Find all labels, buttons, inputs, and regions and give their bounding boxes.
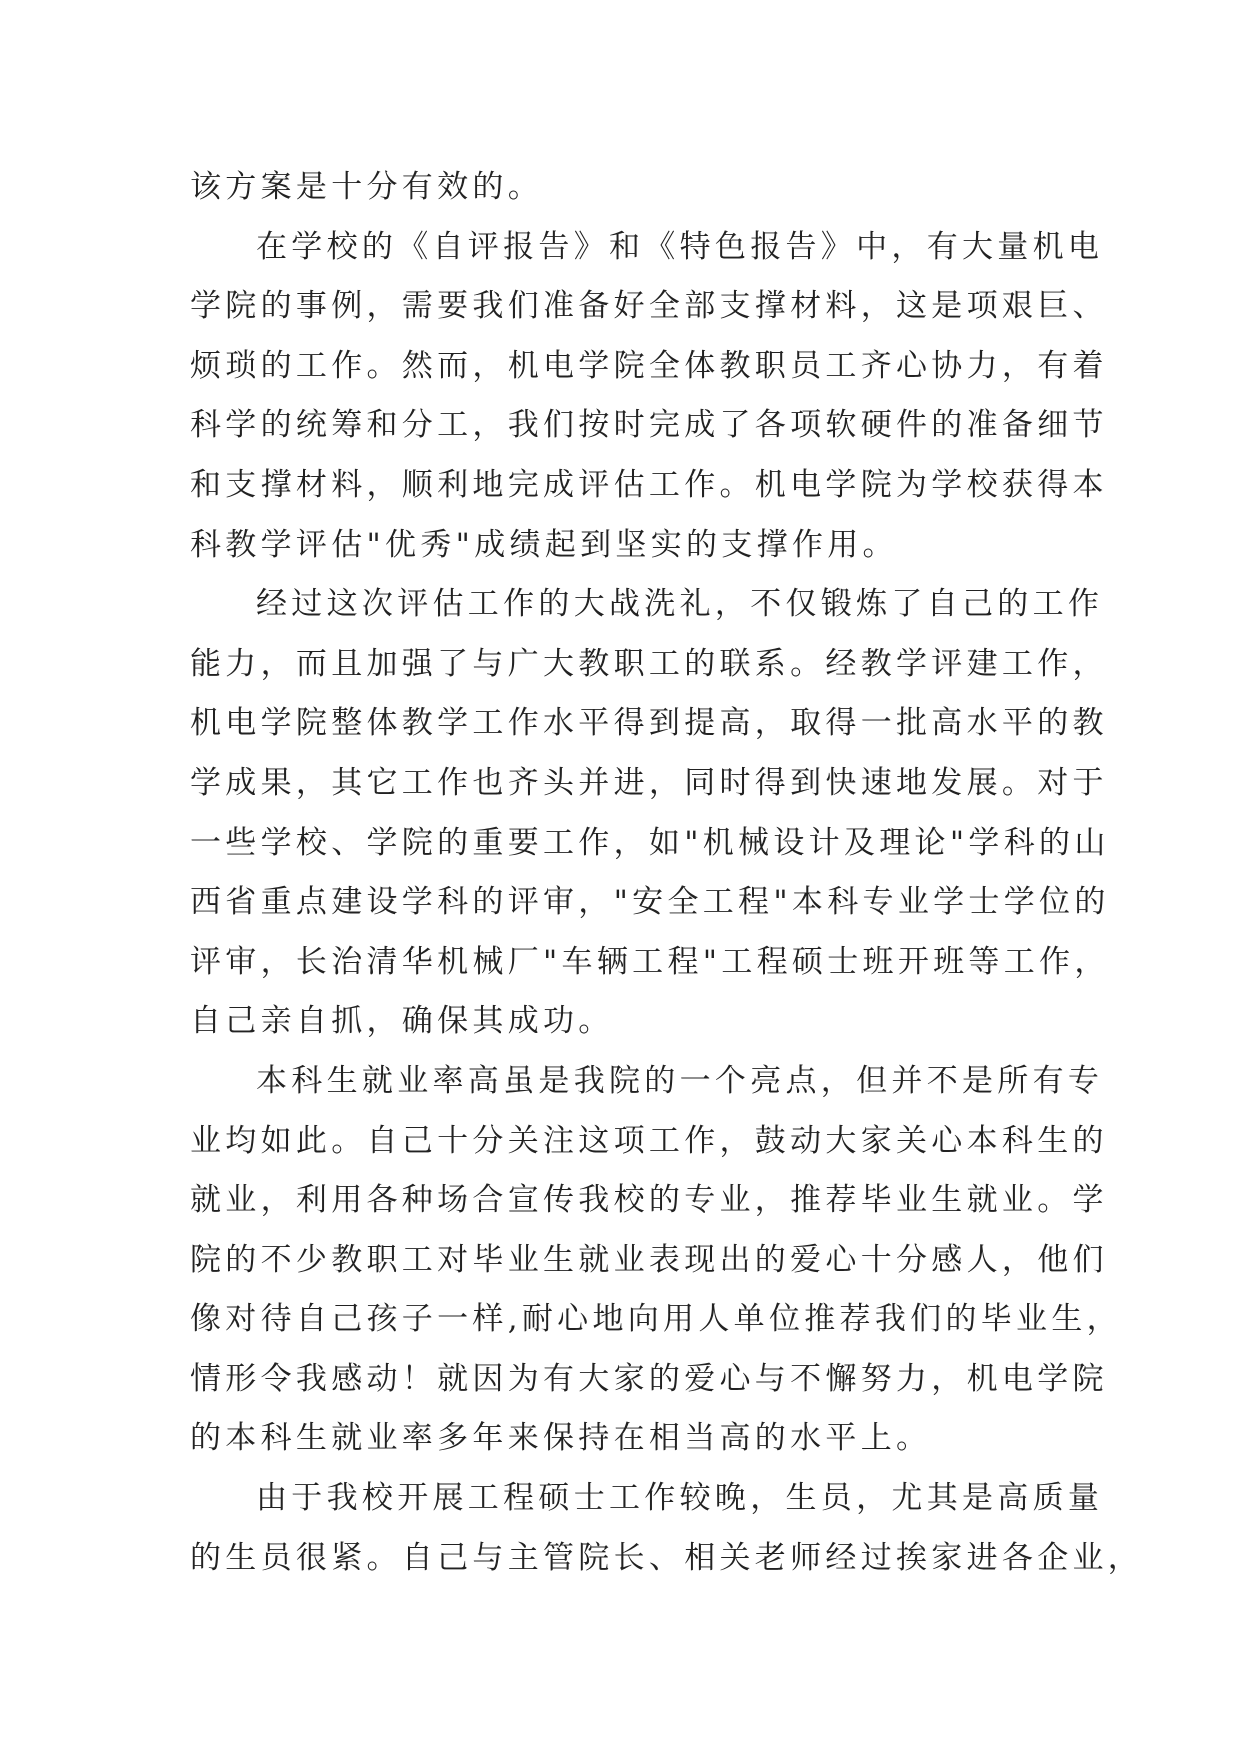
text-line: 评审，长治清华机械厂"车辆工程"工程硕士班开班等工作， bbox=[190, 943, 1110, 980]
text-line: 在学校的《自评报告》和《特色报告》中，有大量机电 bbox=[256, 228, 1104, 265]
text-line: 学成果，其它工作也齐头并进，同时得到快速地发展。对于 bbox=[190, 764, 1108, 801]
text-line: 业均如此。自己十分关注这项工作，鼓动大家关心本科生的 bbox=[190, 1122, 1108, 1159]
text-line: 西省重点建设学科的评审，"安全工程"本科专业学士学位的 bbox=[190, 884, 1110, 921]
text-line: 就业，利用各种场合宣传我校的专业，推荐毕业生就业。学 bbox=[190, 1182, 1108, 1219]
text-line: 科教学评估"优秀"成绩起到坚实的支撑作用。 bbox=[190, 526, 898, 563]
text-line: 和支撑材料，顺利地完成评估工作。机电学院为学校获得本 bbox=[190, 466, 1108, 503]
document-body bbox=[190, 158, 1144, 1588]
text-line: 该方案是十分有效的。 bbox=[190, 169, 543, 205]
text-line: 的生员很紧。自己与主管院长、相关老师经过挨家进各企业， bbox=[190, 1539, 1144, 1576]
text-line: 情形令我感动！就因为有大家的爱心与不懈努力，机电学院 bbox=[190, 1360, 1108, 1397]
text-line: 的本科生就业率多年来保持在相当高的水平上。 bbox=[190, 1420, 932, 1457]
text-line: 科学的统筹和分工，我们按时完成了各项软硬件的准备细节 bbox=[190, 407, 1108, 444]
text-line: 能力，而且加强了与广大教职工的联系。经教学评建工作， bbox=[190, 645, 1108, 682]
text-line: 自己亲自抓，确保其成功。 bbox=[190, 1003, 614, 1040]
text-line: 像对待自己孩子一样,耐心地向用人单位推荐我们的毕业生， bbox=[190, 1301, 1122, 1338]
text-line: 机电学院整体教学工作水平得到提高，取得一批高水平的教 bbox=[190, 705, 1108, 742]
text-line: 由于我校开展工程硕士工作较晚，生员，尤其是高质量 bbox=[256, 1480, 1104, 1517]
text-line: 本科生就业率高虽是我院的一个亮点，但并不是所有专 bbox=[256, 1062, 1104, 1099]
text-line: 院的不少教职工对毕业生就业表现出的爱心十分感人，他们 bbox=[190, 1241, 1108, 1278]
text-line: 学院的事例，需要我们准备好全部支撑材料，这是项艰巨、 bbox=[190, 288, 1108, 325]
text-line: 一些学校、学院的重要工作，如"机械设计及理论"学科的山 bbox=[190, 824, 1110, 861]
text-line: 经过这次评估工作的大战洗礼，不仅锻炼了自己的工作 bbox=[256, 586, 1104, 623]
text-line: 烦琐的工作。然而，机电学院全体教职员工齐心协力，有着 bbox=[190, 347, 1108, 384]
